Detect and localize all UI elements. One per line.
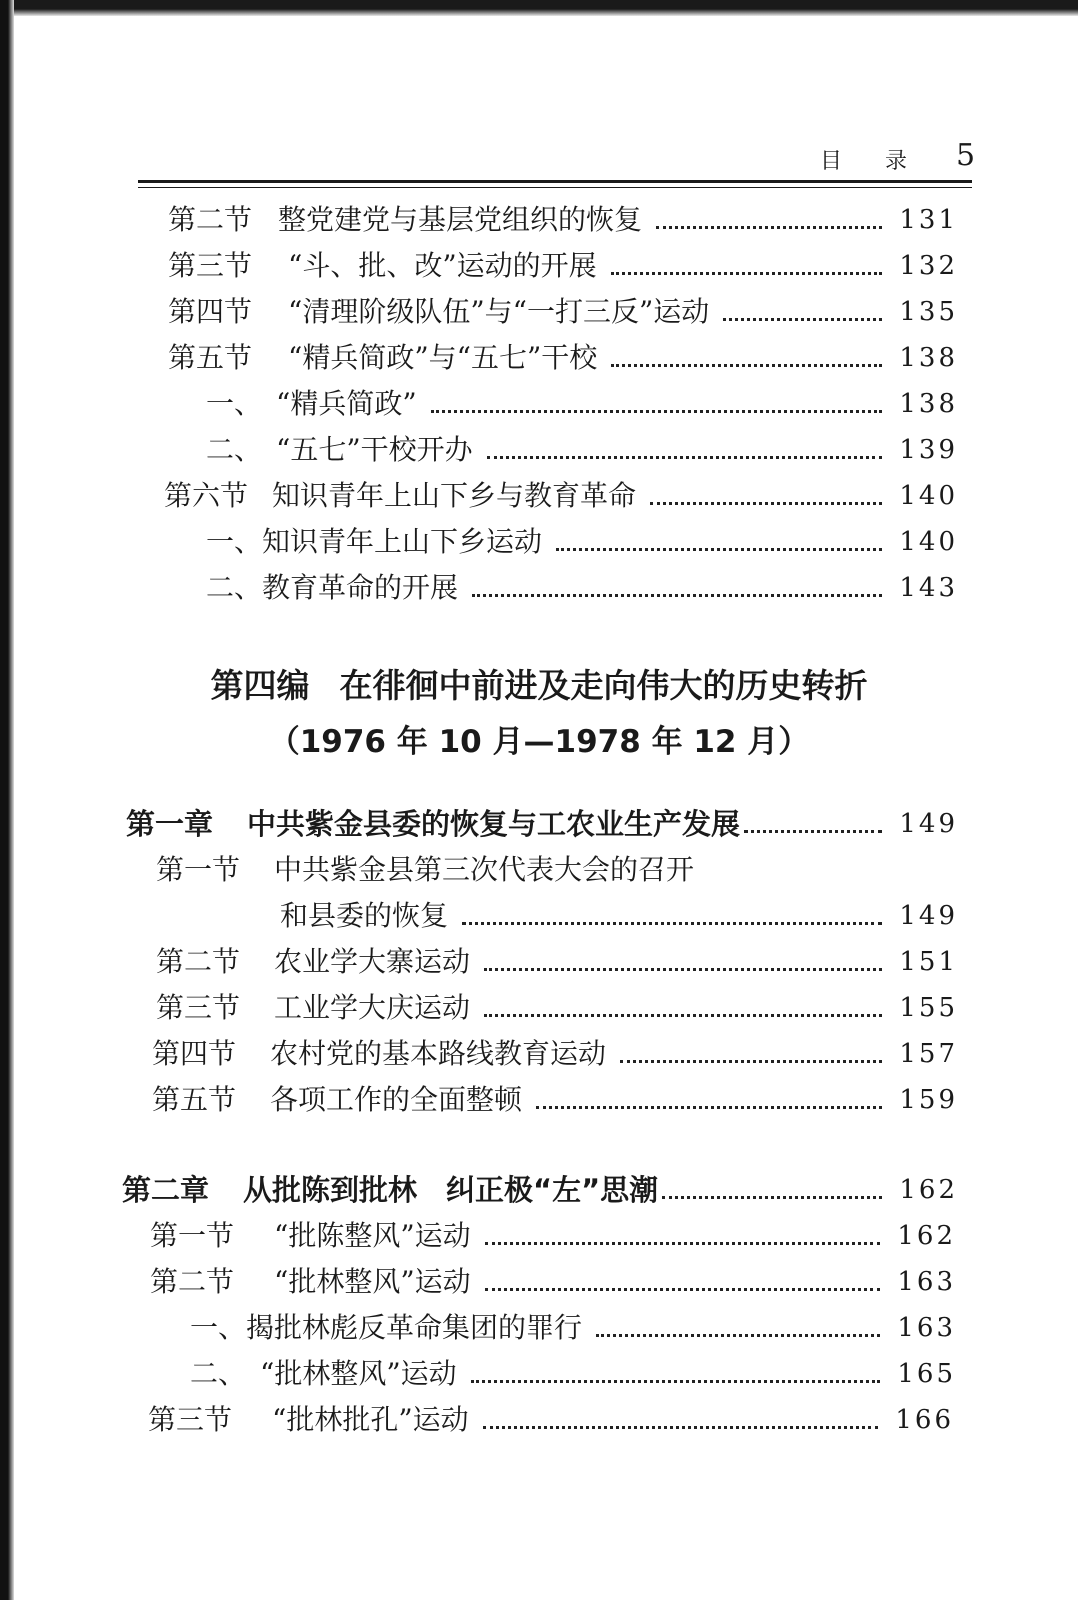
dot-leader [485,1240,880,1245]
entry-page: 140 [899,481,958,511]
toc-entry[interactable] [156,850,694,890]
entry-page: 155 [899,993,958,1023]
entry-title: “精兵简政” [276,387,417,420]
dot-leader [431,408,882,413]
entry-page: 138 [899,343,958,373]
entry-label: 第三节 [168,249,253,282]
toc-entry[interactable] [168,292,958,332]
entry-label: 第二节 [156,945,241,978]
entry-title: 知识青年上山下乡与教育革命 [272,479,637,512]
dot-leader [487,454,882,459]
entry-title: “斗、批、改”运动的开展 [288,249,597,282]
dot-leader [484,1012,882,1017]
entry-page: 139 [899,435,958,465]
scan-edge-top [0,0,1078,16]
toc-entry[interactable] [156,988,958,1028]
toc-entry[interactable] [168,246,958,286]
entry-title: “五七”干校开办 [276,433,473,466]
header-rule-thin [138,187,972,188]
entry-title-cont: 和县委的恢复 [280,899,449,932]
toc-subentry[interactable] [190,1354,956,1394]
dot-leader [611,270,882,275]
dot-leader [662,1194,882,1199]
dot-leader [485,1286,880,1291]
dot-leader [620,1058,882,1063]
chapter-title: 中共紫金县委的恢复与工农业生产发展 [247,807,741,841]
running-head: 目 录 [820,149,925,174]
toc-subentry[interactable] [206,384,958,424]
toc-entry[interactable] [156,942,958,982]
toc-entry[interactable] [168,200,958,240]
chapter-title: 从批陈到批林 纠正极“左”思潮 [243,1173,659,1207]
dot-leader [611,362,882,367]
toc-entry[interactable] [164,476,958,516]
dot-leader [483,1424,878,1429]
entry-title: “精兵简政”与“五七”干校 [288,341,598,374]
entry-title: 工业学大庆运动 [274,991,471,1024]
entry-title: 中共紫金县第三次代表大会的召开 [274,853,695,886]
entry-label: 二、 [206,433,263,466]
entry-page: 162 [897,1221,956,1251]
entry-label: 第五节 [168,341,253,374]
part-name: 在徘徊中前进及走向伟大的历史转折 [339,666,868,705]
dot-leader [536,1104,882,1109]
toc-entry[interactable] [152,1080,958,1120]
dot-leader [744,828,882,833]
page-number: 5 [956,138,976,173]
chapter-page: 162 [899,1175,958,1205]
dot-leader [462,920,882,925]
scan-edge-left [0,0,14,1600]
entry-page: 163 [897,1313,956,1343]
entry-page: 163 [897,1267,956,1297]
entry-label: 第三节 [156,991,241,1024]
toc-entry[interactable] [148,1400,954,1440]
entry-title: 知识青年上山下乡运动 [262,525,543,558]
part-dates: （1976 年 10 月—1978 年 12 月） [268,724,810,760]
part-title[interactable] [0,660,1078,707]
dot-leader [650,500,882,505]
entry-page: 131 [899,205,958,235]
entry-title: “批林整风”运动 [260,1357,457,1390]
entry-page: 157 [899,1039,958,1069]
dot-leader [723,316,882,321]
toc-entry-continuation[interactable] [280,896,958,936]
chapter-label: 第一章 [126,807,214,841]
part-label: 第四编 [210,666,310,705]
dot-leader [556,546,882,551]
entry-title: “批陈整风”运动 [274,1219,471,1252]
entry-title: “批林整风”运动 [274,1265,471,1298]
toc-subentry[interactable] [206,522,958,562]
toc-subentry[interactable] [206,568,958,608]
entry-label: 一、 [206,525,263,558]
toc-chapter[interactable] [126,804,958,844]
entry-page: 135 [899,297,958,327]
entry-page: 159 [899,1085,958,1115]
dot-leader [472,592,882,597]
entry-label: 第四节 [152,1037,237,1070]
entry-title: 各项工作的全面整顿 [270,1083,523,1116]
entry-label: 一、 [206,387,263,420]
entry-label: 第二节 [150,1265,235,1298]
entry-title: 农村党的基本路线教育运动 [270,1037,607,1070]
entry-title: 教育革命的开展 [262,571,459,604]
toc-entry[interactable] [168,338,958,378]
toc-subentry[interactable] [190,1308,956,1348]
toc-subentry[interactable] [206,430,958,470]
dot-leader [471,1378,880,1383]
dot-leader [484,966,882,971]
toc-entry[interactable] [150,1262,956,1302]
entry-label: 一、 [190,1311,247,1344]
entry-title: 整党建党与基层党组织的恢复 [278,203,643,236]
entry-label: 第六节 [164,479,249,512]
entry-page: 132 [899,251,958,281]
entry-label: 第一节 [156,853,241,886]
entry-page: 140 [899,527,958,557]
toc-entry[interactable] [150,1216,956,1256]
entry-title: 揭批林彪反革命集团的罪行 [246,1311,583,1344]
entry-title: “批林批孔”运动 [272,1403,469,1436]
chapter-label: 第二章 [122,1173,210,1207]
entry-title: 农业学大寨运动 [274,945,471,978]
header-rule-thick [138,180,972,183]
entry-page: 165 [897,1359,956,1389]
entry-label: 第一节 [150,1219,235,1252]
toc-chapter[interactable] [122,1170,958,1210]
entry-page: 151 [899,947,958,977]
entry-label: 第四节 [168,295,253,328]
dot-leader [656,224,882,229]
entry-page: 143 [899,573,958,603]
entry-title: “清理阶级队伍”与“一打三反”运动 [288,295,710,328]
entry-label: 第二节 [168,203,253,236]
entry-page: 138 [899,389,958,419]
entry-label: 第五节 [152,1083,237,1116]
entry-label: 二、 [190,1357,247,1390]
entry-page: 166 [895,1405,954,1435]
entry-label: 第三节 [148,1403,233,1436]
entry-label: 二、 [206,571,263,604]
dot-leader [596,1332,880,1337]
entry-page: 149 [899,901,958,931]
toc-entry[interactable] [152,1034,958,1074]
chapter-page: 149 [899,809,958,839]
